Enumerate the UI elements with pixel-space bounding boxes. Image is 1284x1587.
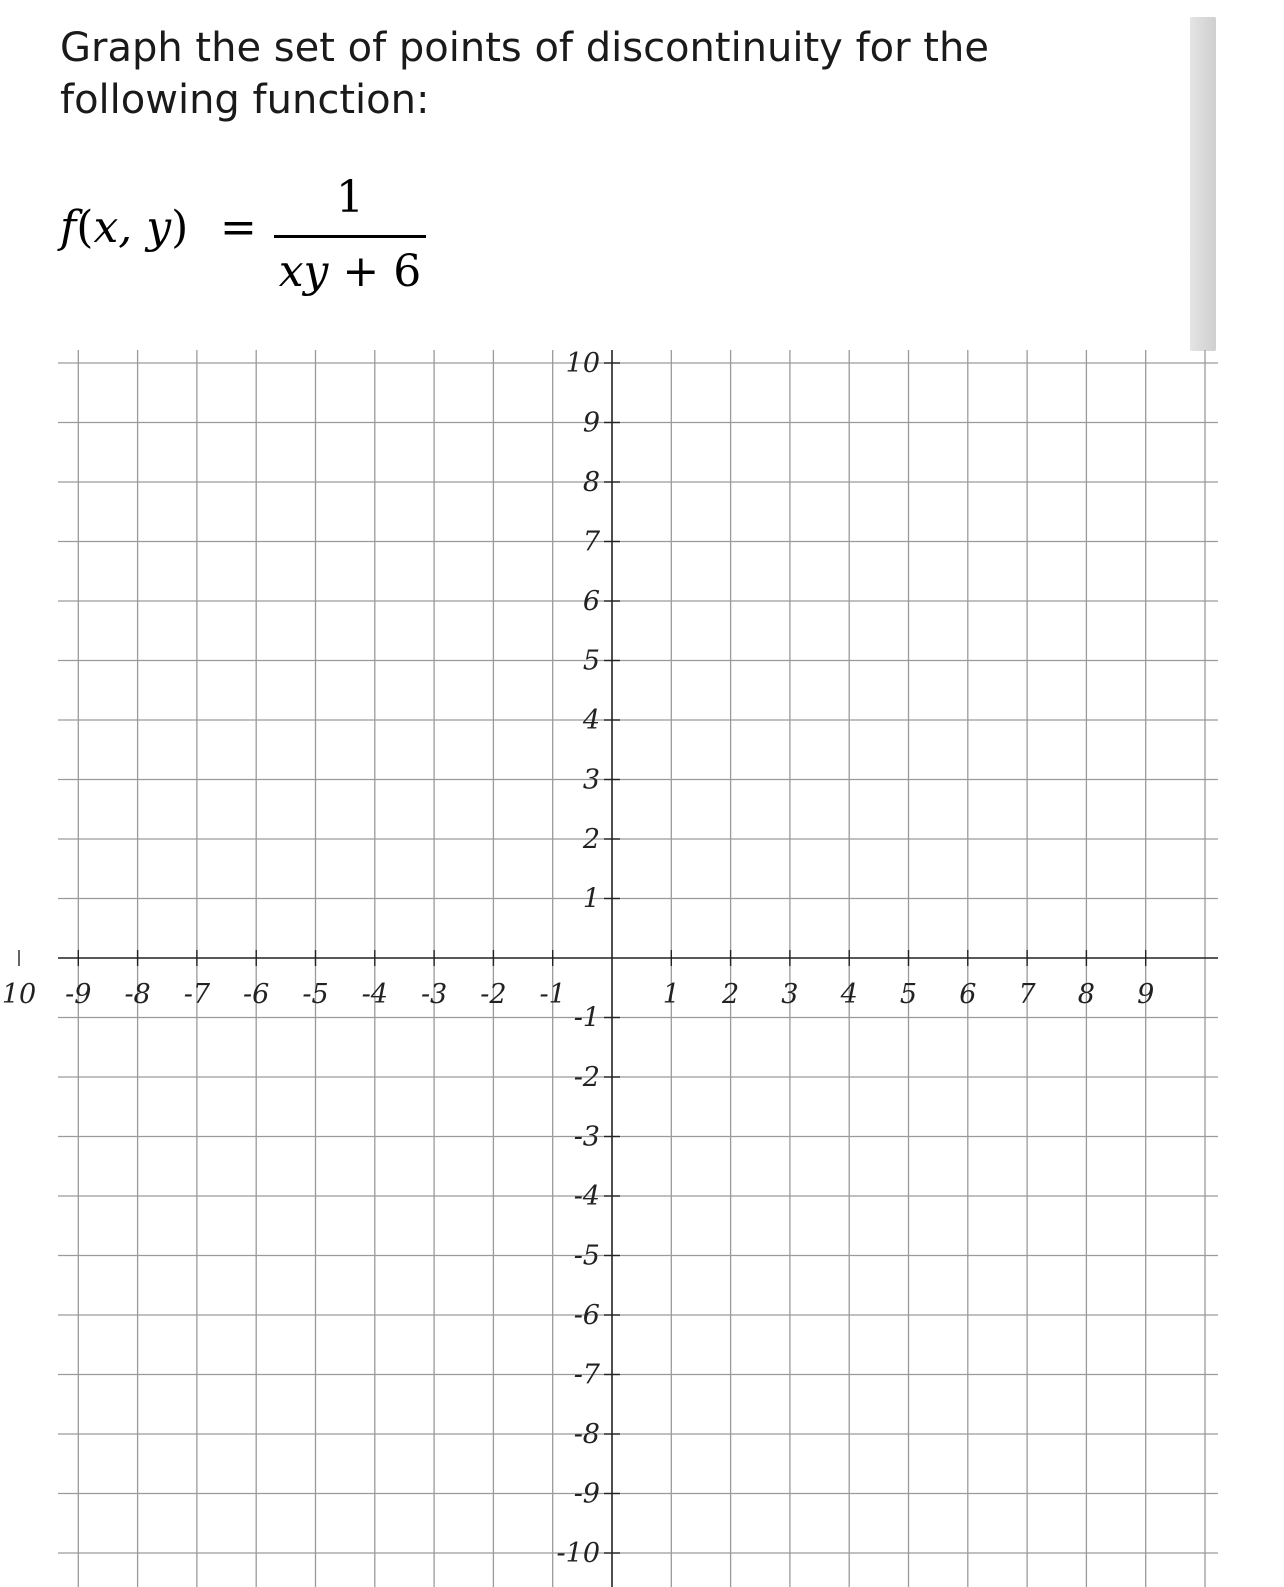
fraction-numerator: 1	[336, 172, 364, 223]
x-tick-label: 5	[899, 979, 918, 1010]
denominator-variables: xy	[278, 246, 329, 297]
y-tick-label: -6	[573, 1300, 600, 1331]
y-tick-label: -1	[573, 1002, 600, 1034]
y-tick-label: 1	[582, 883, 600, 915]
equals-sign: =	[220, 202, 257, 253]
y-tick-label: 5	[582, 645, 600, 677]
x-tick-label: 8	[1077, 979, 1095, 1010]
x-tick-label: 10	[1, 979, 37, 1010]
denominator-constant: + 6	[328, 246, 422, 297]
x-tick-label: -5	[302, 979, 329, 1010]
x-tick-label: -8	[124, 979, 151, 1010]
x-tick-label: -3	[420, 979, 448, 1010]
y-tick-label: -8	[573, 1419, 600, 1450]
function-args: x, y	[93, 202, 172, 253]
y-tick-label: 2	[582, 824, 600, 855]
x-tick-label: -2	[480, 979, 507, 1010]
y-tick-label: 8	[582, 467, 600, 498]
x-tick-label: 4	[840, 979, 858, 1010]
open-paren: (	[76, 202, 94, 253]
close-paren: )	[171, 202, 189, 253]
y-tick-label: 9	[582, 407, 600, 439]
x-tick-label: -1	[539, 979, 566, 1010]
y-tick-label: -3	[573, 1121, 600, 1153]
y-tick-label: -7	[573, 1359, 600, 1391]
x-tick-label: 6	[959, 979, 977, 1010]
y-tick-label: 7	[582, 526, 600, 558]
y-tick-label: 10	[565, 348, 600, 379]
y-tick-label: -9	[573, 1478, 600, 1510]
x-tick-label: -9	[65, 979, 92, 1010]
x-tick-label: -4	[361, 979, 388, 1010]
x-tick-label: 9	[1137, 979, 1155, 1010]
y-tick-label: 3	[582, 764, 600, 796]
x-tick-label: 7	[1018, 979, 1036, 1010]
y-tick-label: -4	[573, 1181, 600, 1212]
x-tick-label: -7	[183, 979, 211, 1010]
x-tick-label: -6	[243, 979, 270, 1010]
y-tick-label: -5	[573, 1240, 600, 1272]
x-tick-label: 2	[722, 979, 740, 1010]
axes	[58, 350, 1218, 1587]
grid-lines	[58, 350, 1218, 1587]
y-tick-label: 4	[582, 705, 600, 736]
x-tick-label: 1	[662, 979, 680, 1010]
x-tick-label: 3	[781, 979, 799, 1010]
function-name: f	[60, 202, 77, 253]
question-text: Graph the set of points of discontinuity for the following function:	[60, 25, 989, 123]
y-tick-label: -2	[573, 1062, 600, 1093]
y-tick-label: -10	[556, 1538, 600, 1569]
y-tick-label: 6	[582, 586, 600, 617]
